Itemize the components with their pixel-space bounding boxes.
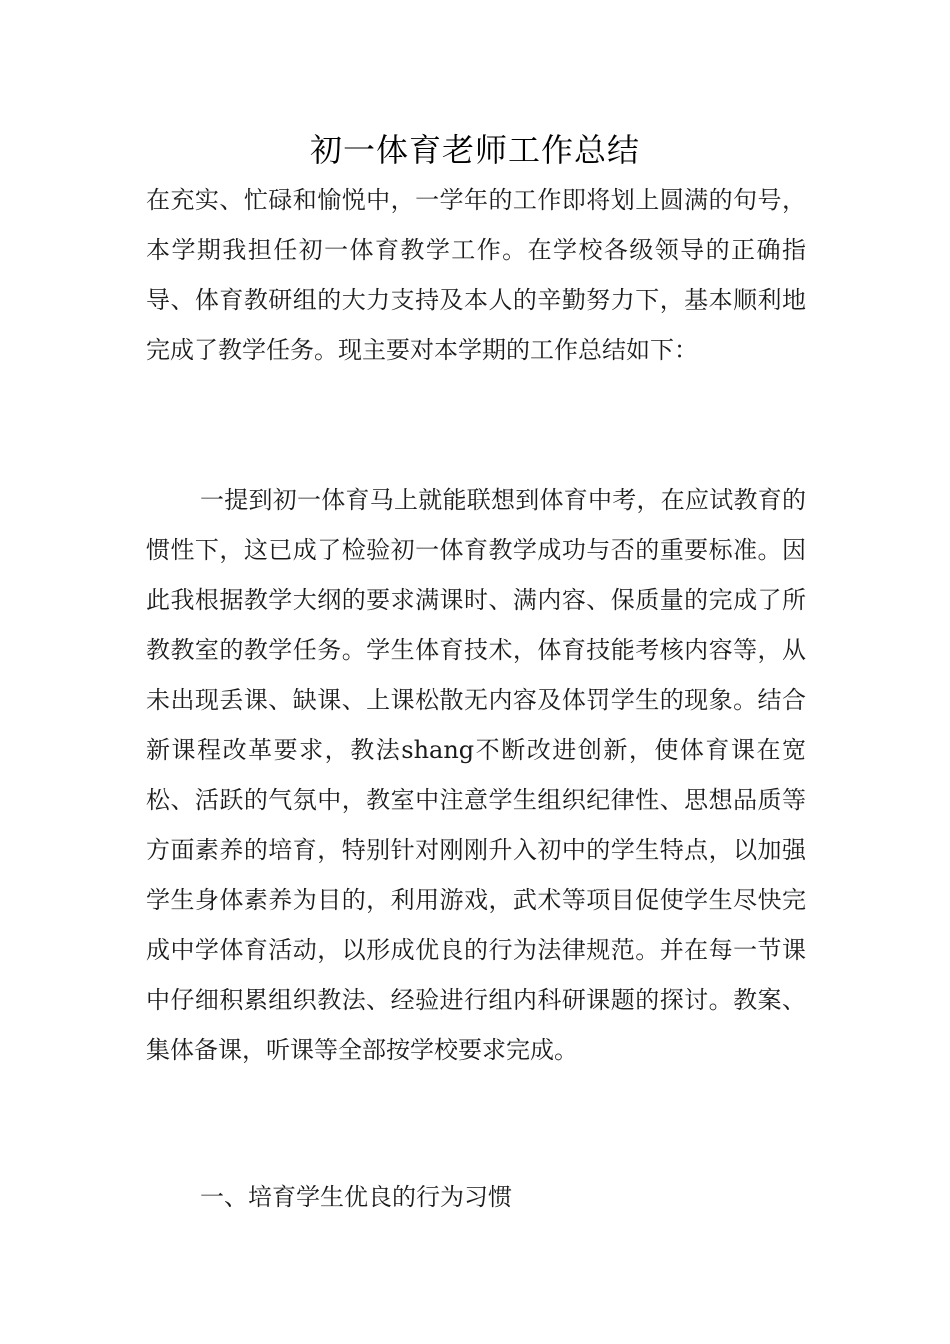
- body-paragraph: 一提到初一体育马上就能联想到体育中考，在应试教育的惯性下，这已成了检验初一体育教学成功与否的重要标准。因此我根据教学大纲的要求满课时、满内容、保质量的完成了所教教室的教学任务。学生体育技术，体育技能考核内容等，从未出现丢课、缺课、上课松散无内容及体罚学生的现象。结合新课程改革要求，教法shang不断改进创新，使体育课在宽松、活跃的气氛中，教室中注意学生组织纪律性、思想品质等方面素养的培育，特别针对刚刚升入初中的学生特点，以加强学生身体素养为目的，利用游戏，武术等项目促使学生尽快完成中学体育活动，以形成优良的行为法律规范。并在每一节课中仔细积累组织教法、经验进行组内科研课题的探讨。教案、集体备课，听课等全部按学校要求完成。: [146, 486, 806, 1064]
- section-heading: 一、培育学生优良的行为习惯: [200, 1183, 512, 1211]
- document-title: 初一体育老师工作总结: [309, 131, 640, 169]
- intro-paragraph: 在充实、忙碌和愉悦中，一学年的工作即将划上圆满的句号，本学期我担任初一体育教学工作。在学校各级领导的正确指导、体育教研组的大力支持及本人的辛勤努力下，基本顺利地完成了教学任务。现主要对本学期的工作总结如下：: [146, 186, 806, 364]
